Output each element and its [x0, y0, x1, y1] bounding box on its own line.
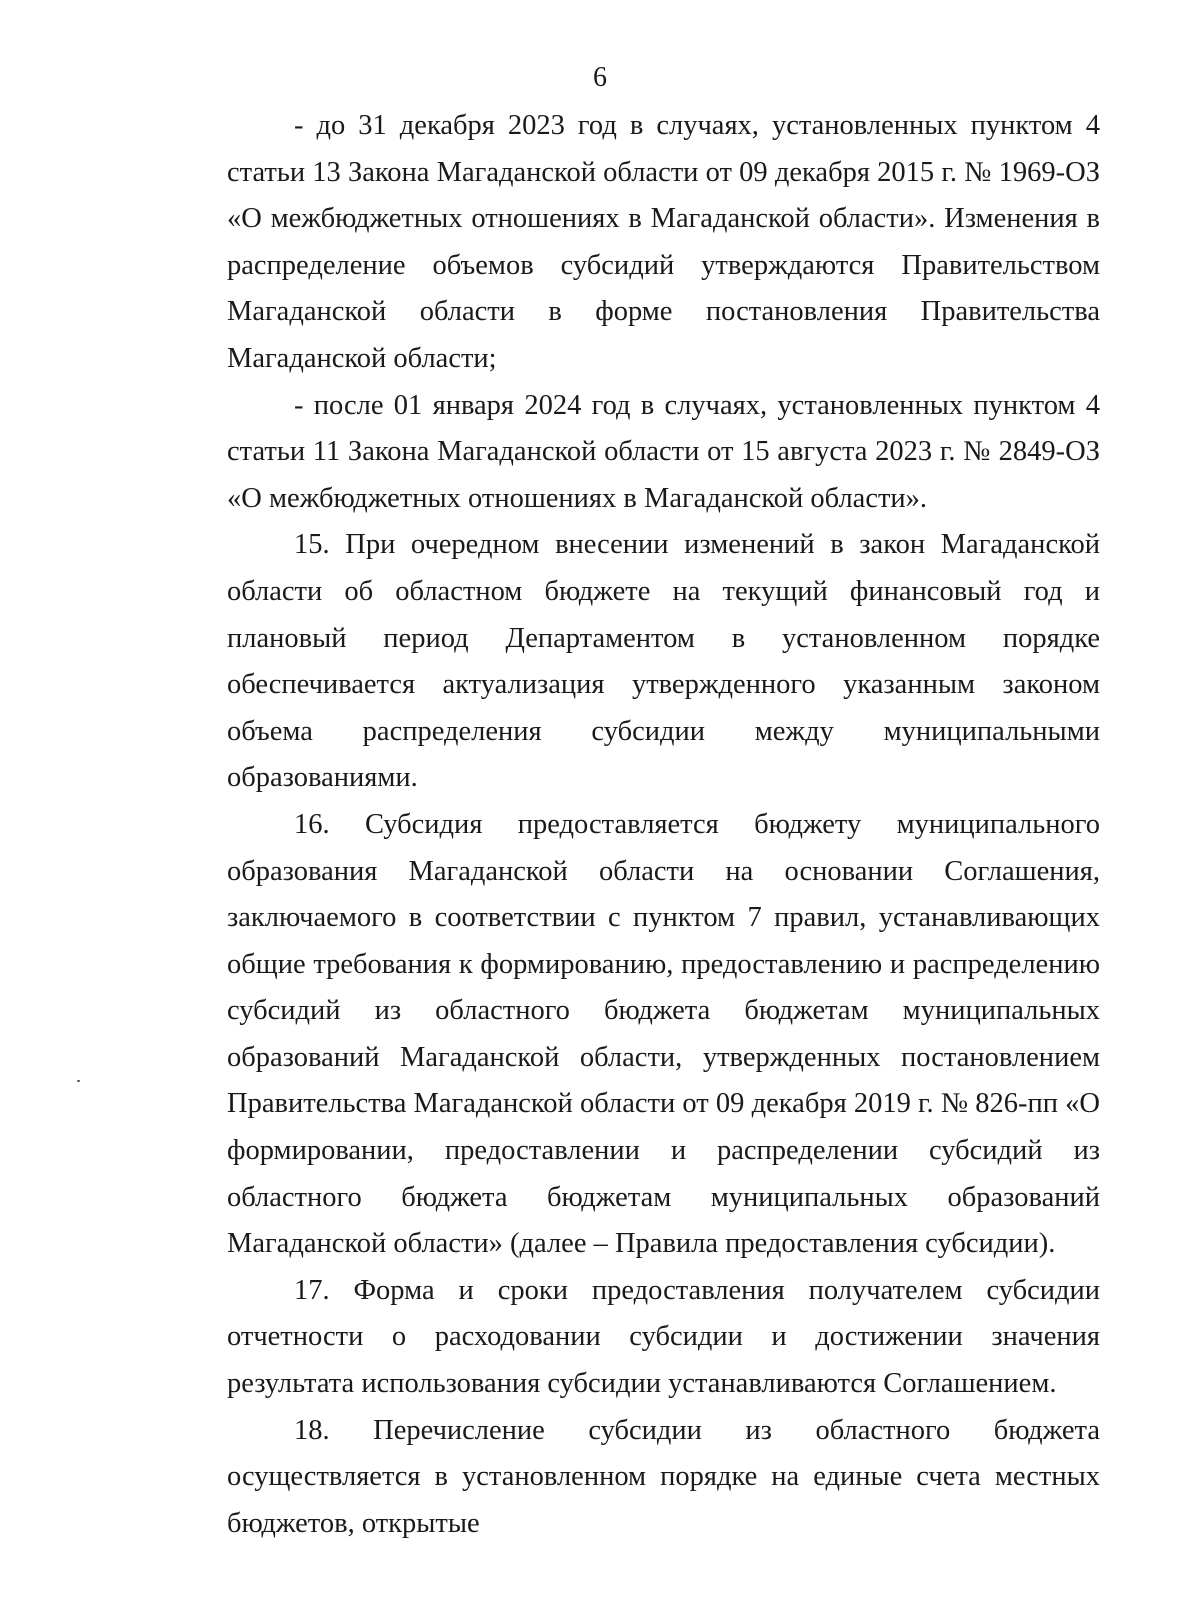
paragraph-18: 18. Перечисление субсидии из областного бюджета осуществляется в установленном порядке на единые счета местных бюджетов, открытые [227, 1414, 1100, 1539]
page-number: 6 [593, 62, 607, 93]
paragraph-deadline-2023: - до 31 декабря 2023 год в случаях, установленных пунктом 4 статьи 13 Закона Магаданской области от 09 декабря 2015 г. № 1969-ОЗ «О межбюджетных отношениях в Магаданской области». Изменения в распределение объемов субсидий утверждаются Правительством Магаданской области в форме постановления Правительства Магаданской области; [227, 110, 1100, 374]
paragraph-16: 16. Субсидия предоставляется бюджету муниципального образования Магаданской области на основании Соглашения, заключаемого в соответствии с пунктом 7 правил, устанавливающих общие требования к формированию, предоставлению и распределению субсидий из областного бюджета бюджетам муниципальных образований Магаданской области, утвержденных постановлением Правительства Магаданской области от 09 декабря 2019 г. № 826-пп «О формировании, предоставлении и распределении субсидий из областного бюджета бюджетам муниципальных образований Магаданской области» (далее – Правила предоставления субсидии). [227, 808, 1100, 1260]
paragraph-17: 17. Форма и сроки предоставления получателем субсидии отчетности о расходовании субсидии и достижении значения результата использования субсидии устанавливаются Соглашением. [227, 1274, 1100, 1400]
paragraph-after-2024: - после 01 января 2024 год в случаях, установленных пунктом 4 статьи 11 Закона Магаданской области от 15 августа 2023 г. № 2849-ОЗ «О межбюджетных отношениях в Магаданской области». [227, 389, 1100, 514]
paragraph-15: 15. При очередном внесении изменений в закон Магаданской области об областном бюджете на текущий финансовый год и плановый период Департаментом в установленном порядке обеспечивается актуализация утвержденного указанным законом объема распределения субсидии между муниципальными образованиями. [227, 529, 1100, 794]
scan-speck [77, 1080, 80, 1082]
document-body [227, 103, 1100, 1547]
